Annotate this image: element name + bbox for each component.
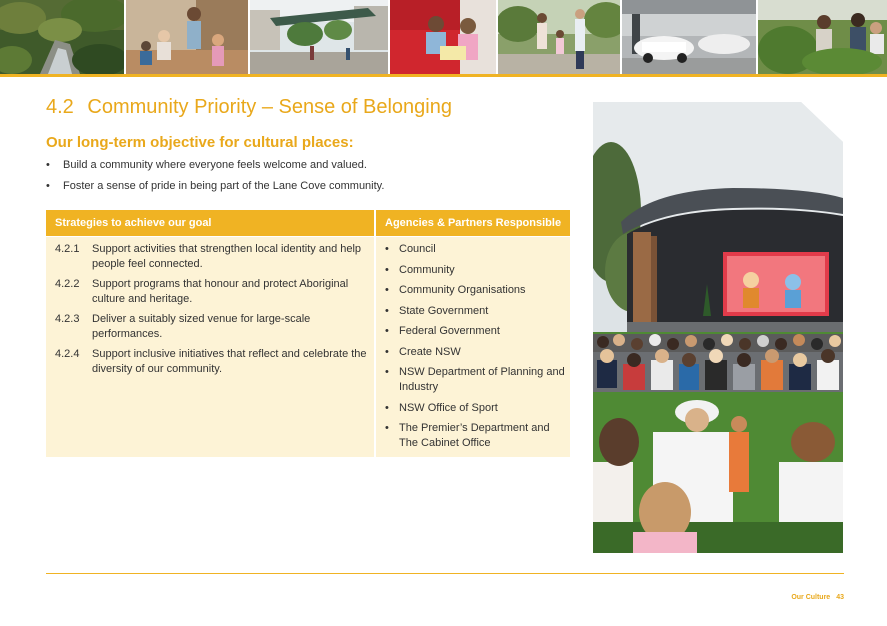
strategy-text: Support activities that strengthen local identity and help people feel connected. bbox=[92, 243, 362, 270]
agency-item: • The Premier’s Department and The Cabinet Office bbox=[385, 421, 565, 451]
strategy-text: Support programs that honour and protect Aboriginal culture and heritage. bbox=[92, 278, 349, 305]
outdoor-stage-photo bbox=[593, 102, 843, 553]
agency-item: • Council bbox=[385, 242, 565, 257]
agency-item: • NSW Department of Planning and Industry bbox=[385, 365, 565, 395]
strategy-id: 4.2.1 bbox=[55, 243, 80, 255]
strategy-text: Support inclusive initiatives that reflect and celebrate the diversity of our community. bbox=[92, 348, 367, 375]
agency-item: • Federal Government bbox=[385, 324, 565, 339]
section-title-text: Community Priority – Sense of Belonging bbox=[87, 96, 452, 118]
agency-item: • Create NSW bbox=[385, 345, 565, 360]
children-reading-photo bbox=[390, 0, 496, 74]
strategy-id: 4.2.4 bbox=[55, 348, 80, 360]
section-number: 4.2 bbox=[46, 96, 74, 118]
footer-rule bbox=[46, 573, 844, 574]
strategy-row bbox=[55, 347, 370, 377]
objective-heading: Our long-term objective for cultural places: bbox=[46, 134, 354, 151]
bushland-creek-photo bbox=[0, 0, 124, 74]
strategy-table bbox=[46, 210, 570, 457]
agency-item: • NSW Office of Sport bbox=[385, 401, 565, 416]
agency-item: • Community bbox=[385, 263, 565, 278]
objective-item: • Build a community where everyone feels welcome and valued. bbox=[46, 158, 384, 179]
strategy-row bbox=[55, 312, 370, 342]
agency-item: • Community Organisations bbox=[385, 283, 565, 298]
page-number: 43 bbox=[836, 594, 844, 601]
objectives-list bbox=[46, 158, 384, 200]
family-walking-photo bbox=[498, 0, 620, 74]
ev-charging-carpark-photo bbox=[622, 0, 756, 74]
community-garden-photo bbox=[758, 0, 887, 74]
strategy-id: 4.2.3 bbox=[55, 313, 80, 325]
strategies-list bbox=[55, 242, 370, 382]
section-title bbox=[46, 96, 452, 119]
children-playing-photo bbox=[126, 0, 248, 74]
strategies-header: Strategies to achieve our goal bbox=[46, 210, 374, 236]
agencies-list bbox=[385, 242, 565, 457]
agencies-header: Agencies & Partners Responsible bbox=[376, 210, 570, 236]
photo-strip bbox=[0, 0, 887, 74]
strategy-id: 4.2.2 bbox=[55, 278, 80, 290]
village-plaza-photo bbox=[250, 0, 388, 74]
strategy-text: Deliver a suitably sized venue for large-scale performances. bbox=[92, 313, 311, 340]
strategy-row bbox=[55, 242, 370, 272]
footer-label: Our Culture bbox=[791, 594, 831, 601]
header-rule bbox=[0, 74, 887, 77]
strategy-row bbox=[55, 277, 370, 307]
objective-item: • Foster a sense of pride in being part of the Lane Cove community. bbox=[46, 179, 384, 200]
agency-item: • State Government bbox=[385, 304, 565, 319]
page-footer bbox=[791, 594, 844, 601]
